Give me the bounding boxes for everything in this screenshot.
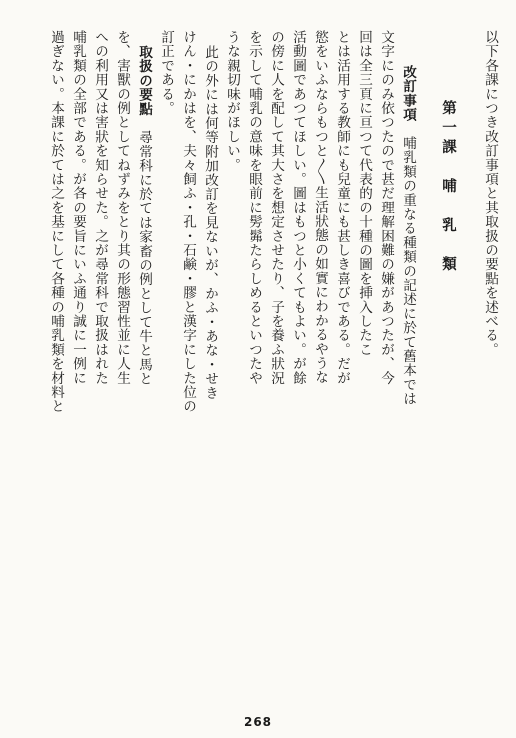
body-line: 回は全三頁に亘つて代表的の十種の圖を挿入したこ xyxy=(356,30,372,357)
page-number: 268 xyxy=(243,715,273,729)
body-line: 過ぎない。本課に於ては之を基にして各種の哺乳類を材料と xyxy=(48,30,64,414)
body-line: 活動圖であつてほしい。圖はもつと小くてもよい。が餘 xyxy=(290,30,306,385)
body-line: の傍に人を配して其大さを想定させたり、子を養ふ狀況 xyxy=(268,30,284,385)
body-line: 慾をいふならもつと〳〵生活狀態の如實にわかるやうな xyxy=(312,30,328,385)
body-line: を、害獸の例としてねずみをとり其の形態習性並に人生 xyxy=(114,30,130,385)
body-line: 改訂事項 哺乳類の重なる種類の記述に於て舊本では xyxy=(400,65,416,406)
body-line: を示して哺乳の意味を眼前に髣髴たらしめるといつたや xyxy=(246,30,262,385)
body-line: 文字にのみ依つたので甚だ理解困難の嫌があつたが、今 xyxy=(378,30,394,385)
body-line: とは活用する教師にも兒童にも甚しき喜びである。だが xyxy=(334,30,350,385)
intro-line: 以下各課につき改訂事項と其取扱の要點を述べる。 xyxy=(482,30,498,357)
body-line: 訂正である。 xyxy=(158,30,174,116)
section-title-mammals: 第一課 哺 乳 類 xyxy=(440,100,457,276)
body-line: への利用又は害狀を知らせた。之が尋常科で取扱はれた xyxy=(92,30,108,385)
body-line: うな親切味がほしい。 xyxy=(224,30,240,172)
heading-kaitei: 改訂事項 xyxy=(400,65,416,122)
body-line: 此の外には何等附加改訂を見ないが、かふ・あな・せき xyxy=(202,45,218,400)
body-line: けん・にかはを、夫々飼ふ・孔・石鹸・膠と漢字にした位の xyxy=(180,30,196,414)
heading-toriatsukai: 取扱の要點 xyxy=(136,45,152,116)
body-line: 取扱の要點 尋常科に於ては家畜の例として牛と馬と xyxy=(136,45,152,386)
body-line: 哺乳類の全部である。が各の要旨にいふ通り誠に一例に xyxy=(70,30,86,385)
